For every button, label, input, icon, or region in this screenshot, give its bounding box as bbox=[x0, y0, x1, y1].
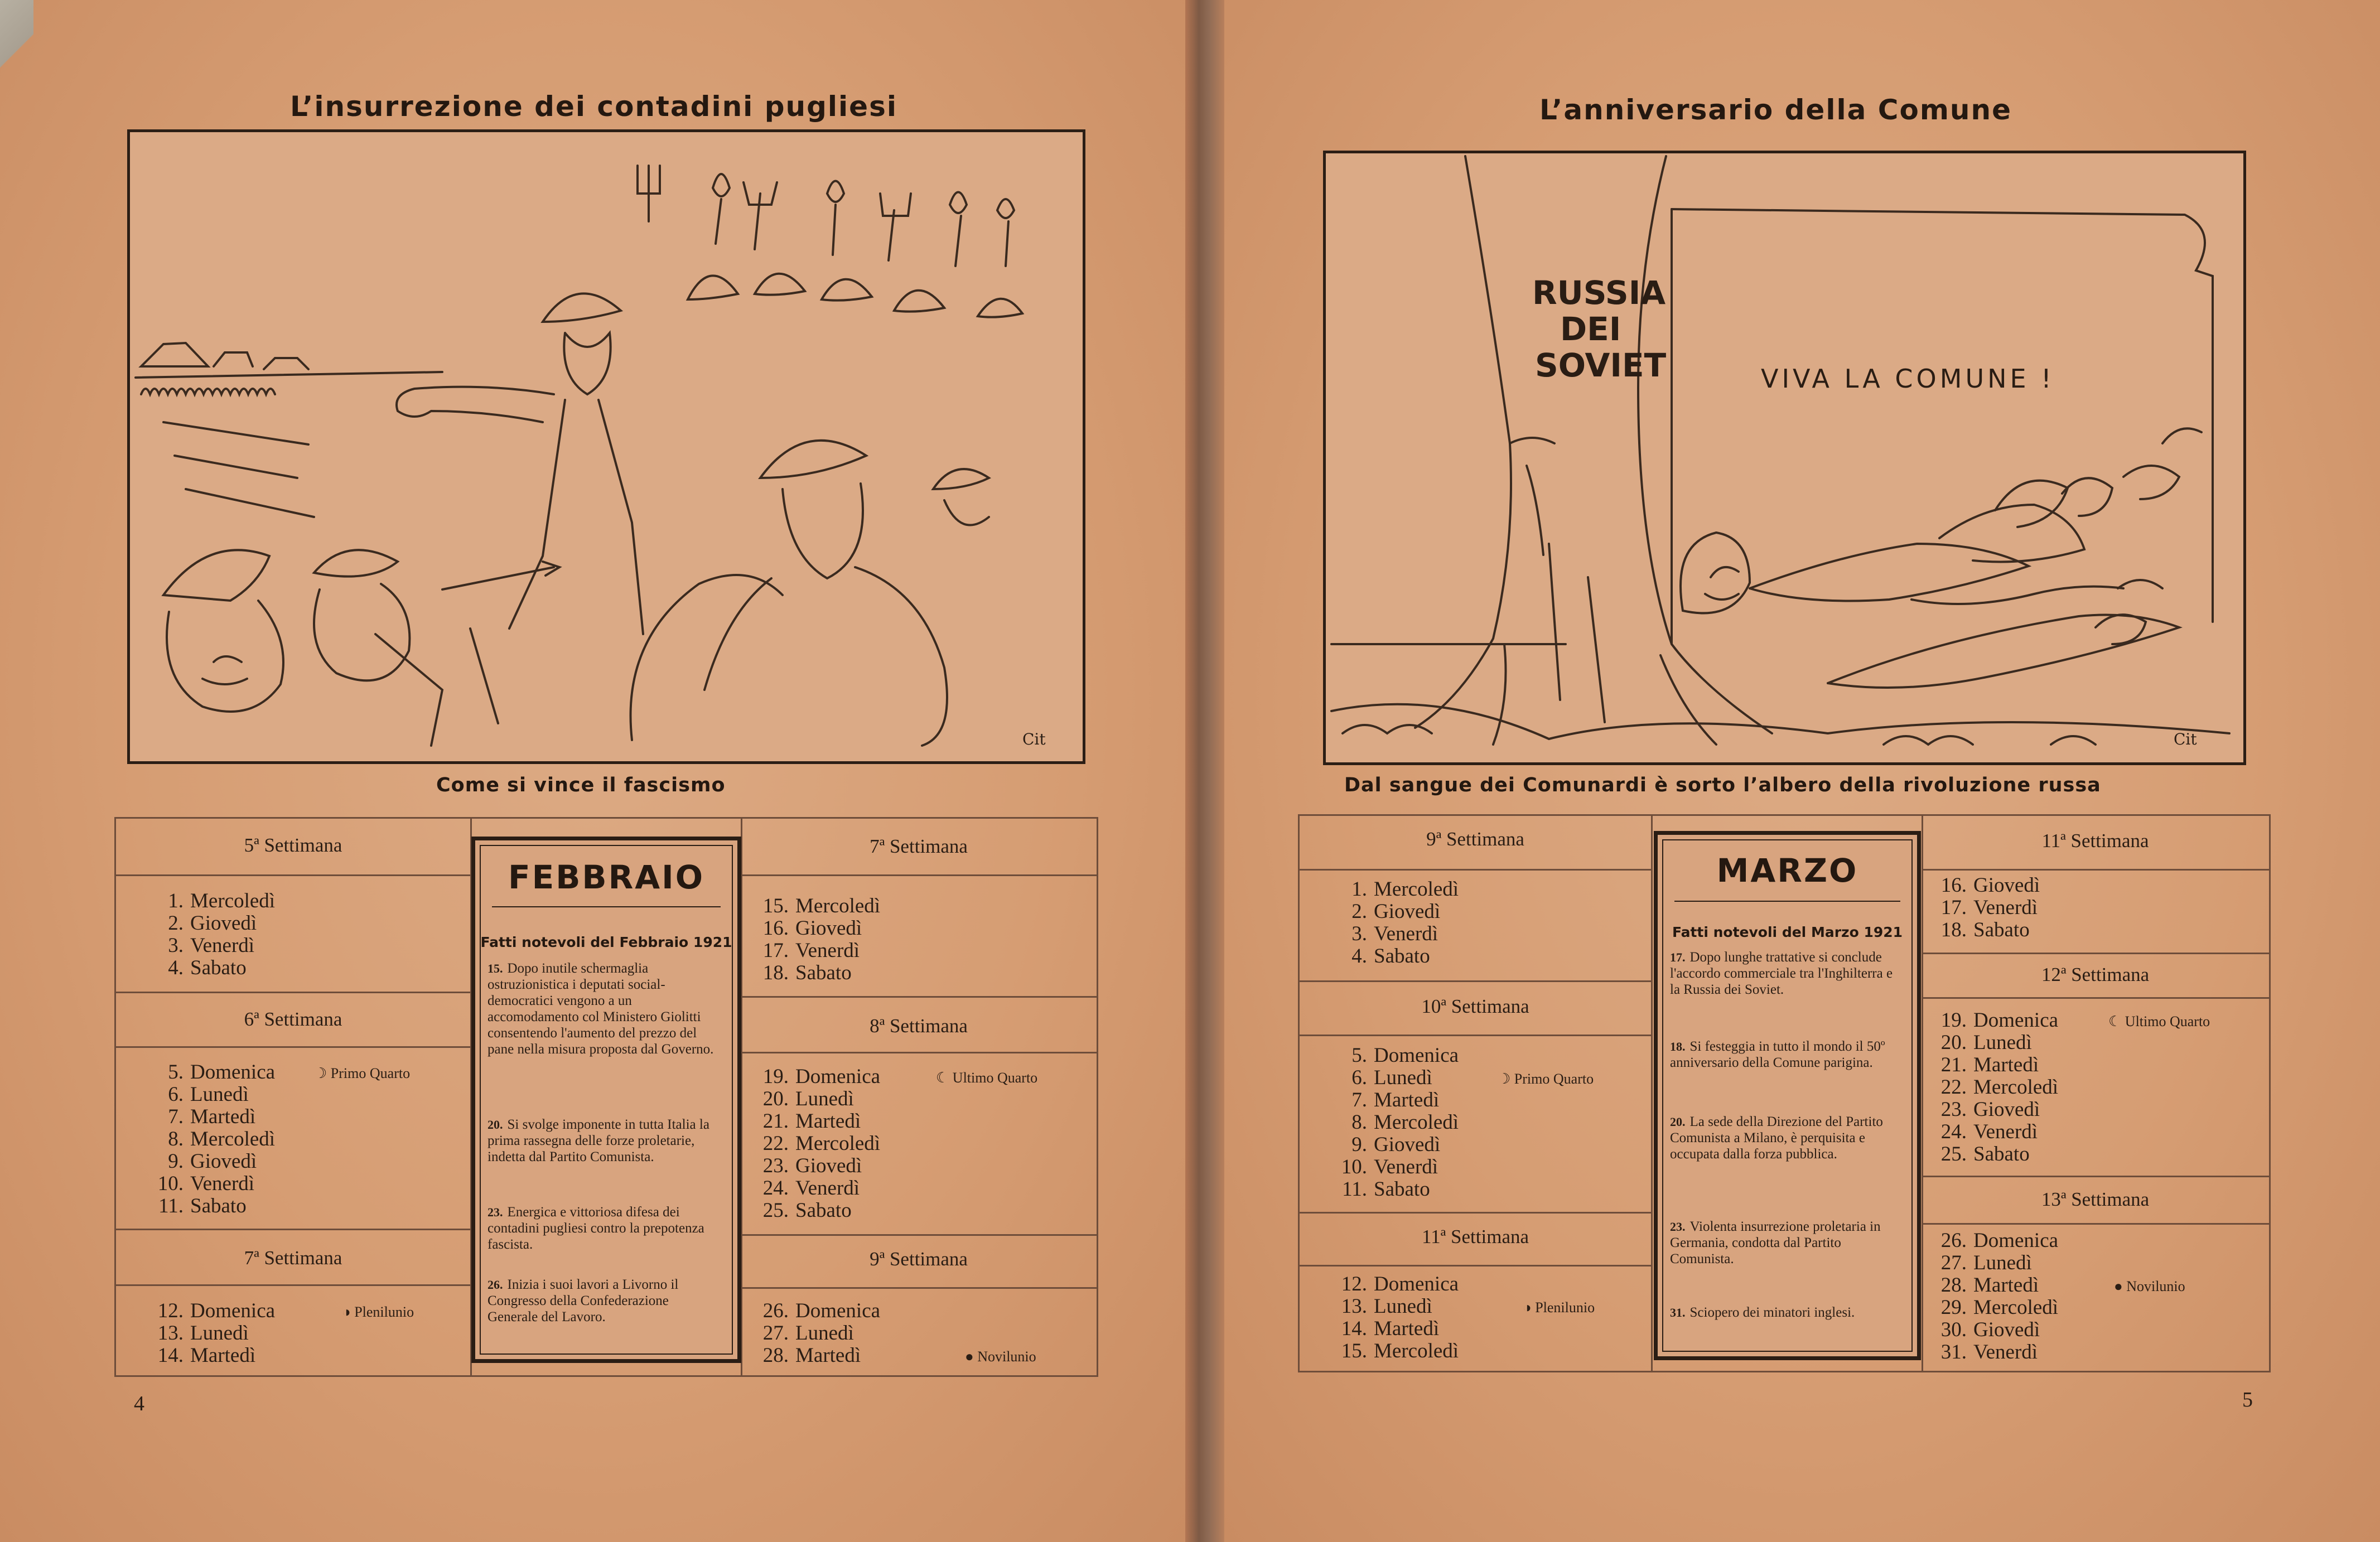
day-row: 1. Mercoledì bbox=[1351, 878, 1459, 901]
day-row: 27. Lunedì bbox=[1940, 1251, 2032, 1274]
week-header: 12ª Settimana bbox=[2041, 964, 2150, 985]
right-cartoon-caption: Dal sangue dei Comunardi è sorto l’albero della rivoluzione russa bbox=[1344, 774, 2101, 796]
fact-item: 20. La sede della Direzione del Partito Comunista a Milano, è perquisita e occupata dalla forza pubblica. bbox=[1670, 1114, 1883, 1162]
tree-inscription-line: DEI bbox=[1560, 310, 1621, 348]
week-header: 10ª Settimana bbox=[1421, 995, 1529, 1017]
moon-phase-label: ◑ Plenilunio bbox=[342, 1304, 414, 1320]
left-page bbox=[0, 0, 1185, 1542]
day-row: 13. Lunedì bbox=[1341, 1295, 1432, 1318]
day-row: 5. Domenica bbox=[1351, 1044, 1459, 1067]
day-row: 25. Sabato bbox=[1940, 1143, 2030, 1166]
day-row: 11. Sabato bbox=[158, 1195, 247, 1217]
day-row: 18. Sabato bbox=[1940, 919, 2030, 941]
day-row: 22. Mercoledì bbox=[1940, 1076, 2059, 1099]
week-header: 6ª Settimana bbox=[244, 1008, 342, 1030]
day-row: 26. Domenica bbox=[1940, 1229, 2059, 1252]
day-row: 20. Lunedì bbox=[1940, 1031, 2032, 1054]
moon-phase-label: ☽ Primo Quarto bbox=[314, 1065, 411, 1081]
moon-phase-label: ● Novilunio bbox=[2114, 1278, 2185, 1294]
wall-inscription: VIVA LA COMUNE ! bbox=[1761, 364, 2055, 394]
day-row: 26. Domenica bbox=[762, 1299, 881, 1322]
day-row: 15. Mercoledì bbox=[1341, 1340, 1459, 1362]
day-row: 13. Lunedì bbox=[157, 1322, 249, 1345]
week-header: 5ª Settimana bbox=[244, 834, 342, 856]
right-cartoon bbox=[1323, 151, 2246, 765]
fact-item: 23. Violenta insurrezione proletaria in Germania, condotta dal Partito Comunista. bbox=[1670, 1219, 1881, 1267]
day-row: 19. Domenica bbox=[762, 1065, 881, 1088]
book-gutter bbox=[1185, 0, 1224, 1542]
fact-item: 15. Dopo inutile schermaglia ostruzionistica i deputati social-democratici vengono a un accomodamento col Ministero Giolitti consentendo l'aumento del prezzo del pane nella misura proposta dal Governo. bbox=[487, 961, 714, 1057]
right-cartoon-signature: Cit bbox=[2174, 730, 2197, 748]
day-row: 16. Giovedì bbox=[1940, 874, 2040, 897]
day-row: 12. Domenica bbox=[1341, 1273, 1459, 1296]
day-row: 1. Mercoledì bbox=[168, 890, 276, 912]
week-header: 8ª Settimana bbox=[870, 1015, 968, 1037]
day-row: 9. Giovedì bbox=[168, 1150, 257, 1173]
day-row: 28. Martedì bbox=[762, 1344, 861, 1367]
week-header: 11ª Settimana bbox=[1421, 1226, 1529, 1248]
left-page-title: L’insurrezione dei contadini pugliesi bbox=[290, 90, 897, 123]
day-row: 2. Giovedì bbox=[1351, 900, 1441, 923]
page-number: 5 bbox=[2242, 1388, 2253, 1412]
day-row: 17. Venerdì bbox=[762, 939, 860, 962]
moon-phase-label: ● Novilunio bbox=[965, 1348, 1036, 1365]
day-row: 14. Martedì bbox=[157, 1344, 256, 1367]
moon-phase-label: ☾ Ultimo Quarto bbox=[936, 1070, 1038, 1086]
day-row: 10. Venerdì bbox=[1341, 1156, 1438, 1178]
fact-item: 20. Si svolge imponente in tutta Italia la prima rassegna delle forze proletarie, indetta dal Partito Comunista. bbox=[487, 1117, 709, 1164]
day-row: 24. Venerdì bbox=[1940, 1120, 2038, 1143]
week-header: 11ª Settimana bbox=[2041, 830, 2149, 852]
day-row: 18. Sabato bbox=[762, 961, 852, 984]
torn-corner bbox=[0, 0, 33, 100]
week-header: 9ª Settimana bbox=[870, 1248, 968, 1270]
day-row: 3. Venerdì bbox=[1351, 922, 1438, 945]
day-row: 29. Mercoledì bbox=[1940, 1296, 2059, 1319]
peasant-revolt-illustration bbox=[130, 132, 1083, 761]
page-number: 4 bbox=[134, 1392, 144, 1415]
fact-item: 23. Energica e vittoriosa difesa dei contadini pugliesi contro la prepotenza fascista. bbox=[487, 1205, 704, 1252]
day-row: 19. Domenica bbox=[1940, 1009, 2059, 1032]
day-row: 25. Sabato bbox=[762, 1199, 852, 1222]
day-row: 15. Mercoledì bbox=[762, 895, 881, 917]
commune-tree-illustration bbox=[1326, 153, 2243, 762]
day-row: 17. Venerdì bbox=[1940, 896, 2038, 919]
week-header: 13ª Settimana bbox=[2041, 1188, 2150, 1210]
moon-phase-label: ☽ Primo Quarto bbox=[1498, 1071, 1594, 1087]
tree-inscription-line: SOVIET bbox=[1535, 346, 1667, 384]
day-row: 16. Giovedì bbox=[762, 917, 862, 940]
week-header: 7ª Settimana bbox=[870, 835, 968, 857]
left-cartoon-signature: Cit bbox=[1022, 730, 1046, 748]
fact-item: 17. Dopo lunghe trattative si conclude l'accordo commerciale tra l'Inghilterra e la Russia dei Soviet. bbox=[1670, 950, 1893, 997]
moon-phase-label: ◑ Plenilunio bbox=[1523, 1299, 1595, 1316]
left-cartoon-caption: Come si vince il fascismo bbox=[436, 774, 726, 796]
day-row: 21. Martedì bbox=[1940, 1053, 2039, 1076]
day-row: 7. Martedì bbox=[168, 1105, 256, 1128]
day-row: 5. Domenica bbox=[168, 1061, 276, 1084]
week-header: 7ª Settimana bbox=[244, 1247, 342, 1269]
day-row: 8. Mercoledì bbox=[168, 1128, 276, 1151]
fact-item: 18. Si festeggia in tutto il mondo il 50º anniversario della Comune parigina. bbox=[1670, 1039, 1885, 1070]
month-title: FEBBRAIO bbox=[508, 858, 705, 896]
day-row: 4. Sabato bbox=[168, 956, 247, 979]
day-row: 24. Venerdì bbox=[762, 1177, 860, 1200]
right-page bbox=[1224, 0, 2380, 1542]
day-row: 21. Martedì bbox=[762, 1110, 861, 1133]
february-month-box bbox=[471, 837, 741, 1363]
month-title: MARZO bbox=[1716, 852, 1858, 890]
day-row: 6. Lunedì bbox=[1351, 1066, 1432, 1089]
day-row: 4. Sabato bbox=[1351, 945, 1430, 968]
day-row: 11. Sabato bbox=[1342, 1178, 1430, 1201]
day-row: 8. Mercoledì bbox=[1351, 1111, 1459, 1134]
week-header: 9ª Settimana bbox=[1426, 828, 1524, 850]
fact-item: 26. Inizia i suoi lavori a Livorno il Congresso della Confederazione Generale del Lavoro. bbox=[487, 1277, 679, 1325]
tree-inscription-line: RUSSIA bbox=[1532, 274, 1666, 312]
day-row: 9. Giovedì bbox=[1351, 1133, 1441, 1156]
moon-phase-label: ☾ Ultimo Quarto bbox=[2108, 1013, 2210, 1029]
facts-title: Fatti notevoli del Febbraio 1921 bbox=[480, 934, 732, 950]
day-row: 2. Giovedì bbox=[168, 912, 257, 935]
day-row: 14. Martedì bbox=[1341, 1317, 1440, 1340]
day-row: 7. Martedì bbox=[1351, 1089, 1440, 1111]
day-row: 23. Giovedì bbox=[1940, 1098, 2040, 1121]
day-row: 3. Venerdì bbox=[168, 934, 255, 957]
day-row: 30. Giovedì bbox=[1940, 1318, 2040, 1341]
day-row: 28. Martedì bbox=[1940, 1274, 2039, 1297]
day-row: 22. Mercoledì bbox=[762, 1132, 881, 1155]
day-row: 31. Venerdì bbox=[1940, 1341, 2038, 1364]
day-row: 27. Lunedì bbox=[762, 1322, 854, 1345]
left-cartoon bbox=[127, 129, 1085, 764]
right-page-title: L’anniversario della Comune bbox=[1539, 94, 2012, 126]
day-row: 23. Giovedì bbox=[762, 1154, 862, 1177]
day-row: 12. Domenica bbox=[157, 1299, 276, 1322]
fact-item: 31. Sciopero dei minatori inglesi. bbox=[1670, 1305, 1855, 1320]
day-row: 6. Lunedì bbox=[168, 1083, 249, 1106]
day-row: 20. Lunedì bbox=[762, 1087, 854, 1110]
facts-title: Fatti notevoli del Marzo 1921 bbox=[1672, 924, 1903, 940]
day-row: 10. Venerdì bbox=[157, 1172, 255, 1195]
march-month-box bbox=[1654, 831, 1921, 1360]
